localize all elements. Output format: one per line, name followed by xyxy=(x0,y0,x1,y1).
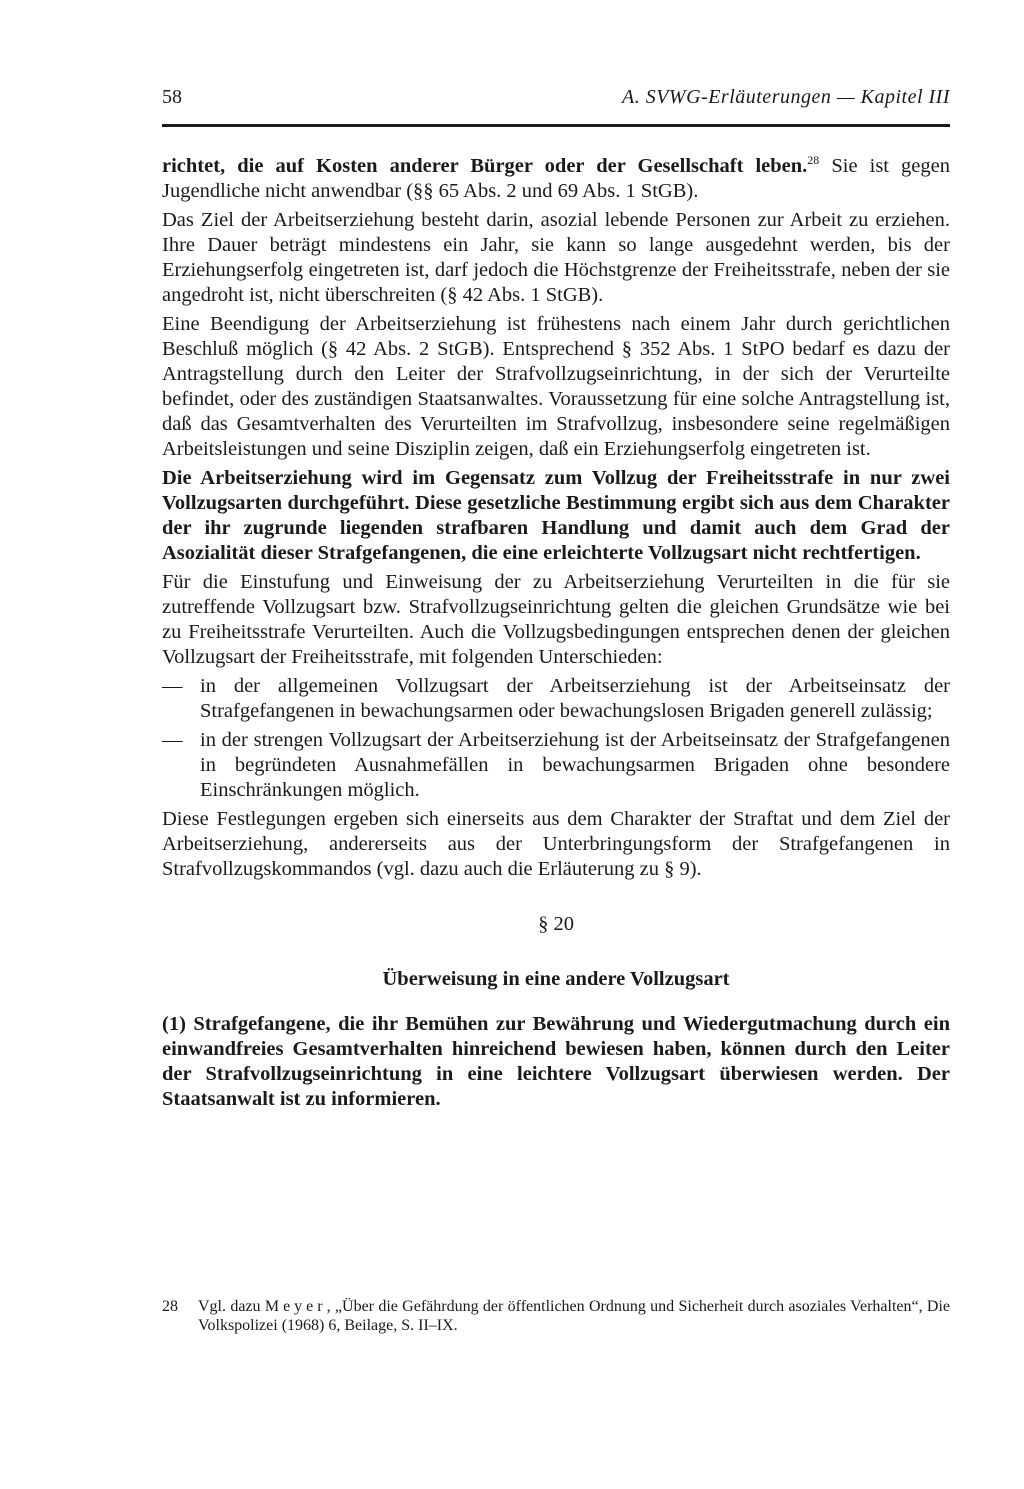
footnote-reference[interactable]: 28 xyxy=(807,153,820,167)
paragraph-1-rest: Sie ist gegen Jugendliche nicht anwendbar (§§ 65 Abs. 2 und 69 Abs. 1 StGB). xyxy=(162,155,950,202)
page-number: 58 xyxy=(162,86,182,108)
body-text xyxy=(162,154,950,1116)
paragraph-2: Das Ziel der Arbeitserziehung besteht darin, asozial lebende Personen zur Arbeit zu erziehen. Ihre Dauer beträgt mindestens ein Jahr, sie kann so lange ausgedehnt werden, bis der Erziehungserfolg eingetreten ist, darf jedoch die Höchstgrenze der Freiheitsstrafe, neben der sie angedroht ist, nicht überschreiten (§ 42 Abs. 1 StGB). xyxy=(162,209,950,306)
differences-list xyxy=(162,674,950,803)
paragraph-1-bold: richtet, die auf Kosten anderer Bürger oder der Gesellschaft leben. xyxy=(162,155,808,177)
footnote-number: 28 xyxy=(162,1298,178,1315)
header-rule xyxy=(162,124,950,127)
running-title: A. SVWG-Erläuterungen — Kapitel III xyxy=(622,86,950,108)
footnote-post: , „Über die Gefährdung der öffentlichen Ordnung und Sicherheit durch asoziales Verhalten“, Die Volkspolizei (1968) 6, Beilage, S. II–IX. xyxy=(198,1298,951,1334)
footnote xyxy=(162,1297,950,1335)
dash-marker: — xyxy=(162,675,183,697)
list-item xyxy=(162,674,950,724)
paragraph-1 xyxy=(162,154,950,204)
paragraph-7-bold: (1) Strafgefangene, die ihr Bemühen zur Bewährung und Wiedergutmachung durch ein einwandfreies Gesamtverhalten hinreichend bewiesen haben, können durch den Leiter der Strafvollzugseinrichtung in eine leichtere Vollzugsart überwiesen werden. Der Staatsanwalt ist zu informieren. xyxy=(162,1013,950,1110)
paragraph-3: Eine Beendigung der Arbeitserziehung ist frühestens nach einem Jahr durch gerichtlichen Beschluß möglich (§ 42 Abs. 2 StGB). Entsprechend § 352 Abs. 1 StPO bedarf es dazu der Antragstellung durch den Leiter der Strafvollzugseinrichtung, in der sich der Verurteilte befindet, oder des zuständigen Staatsanwaltes. Voraussetzung für eine solche Antragstellung ist, daß das Gesamtverhalten des Verurteilten im Strafvollzug, insbesondere seine regelmäßigen Arbeitsleistungen und seine Disziplin zeigen, daß ein Erziehungserfolg eingetreten ist. xyxy=(162,313,950,460)
running-header xyxy=(162,86,950,116)
footnote-author: Meyer xyxy=(264,1298,327,1315)
list-item-text: in der strengen Vollzugsart der Arbeitserziehung ist der Arbeitseinsatz der Strafgefangenen in begründeten Ausnahmefällen in bewachungsarmen Brigaden ohne besondere Einschränkungen möglich. xyxy=(200,729,950,801)
footnote-pre: Vgl. dazu xyxy=(198,1298,265,1315)
list-item xyxy=(162,728,950,803)
paragraph-4-bold: Die Arbeitserziehung wird im Gegensatz zum Vollzug der Freiheitsstrafe in nur zwei Vollzugsarten durchgeführt. Diese gesetzliche Bestimmung ergibt sich aus dem Charakter der ihr zugrunde liegenden strafbaren Handlung und damit auch dem Grad der Asozialität dieser Strafgefangenen, die eine erleichterte Vollzugsart nicht rechtfertigen. xyxy=(162,467,950,564)
paragraph-6: Diese Festlegungen ergeben sich einerseits aus dem Charakter der Straftat und dem Ziel der Arbeitserziehung, andererseits aus der Unterbringungsform der Strafgefangenen in Strafvollzugskommandos (vgl. dazu auch die Erläuterung zu § 9). xyxy=(162,808,950,880)
section-number: § 20 xyxy=(538,913,574,935)
paragraph-5: Für die Einstufung und Einweisung der zu Arbeitserziehung Verurteilten in die für sie zutreffende Vollzugsart bzw. Strafvollzugseinrichtung gelten die gleichen Grundsätze wie bei zu Freiheitsstrafe Verurteilten. Auch die Vollzugsbedingungen entsprechen denen der gleichen Vollzugsart der Freiheitsstrafe, mit folgenden Unterschieden: xyxy=(162,571,950,668)
section-title: Überweisung in eine andere Vollzugsart xyxy=(382,968,730,990)
dash-marker: — xyxy=(162,729,183,751)
list-item-text: in der allgemeinen Vollzugsart der Arbeitserziehung ist der Arbeitseinsatz der Strafgefangenen in bewachungsarmen oder bewachungslosen Brigaden generell zulässig; xyxy=(200,675,950,722)
footnote-text xyxy=(162,1297,950,1335)
